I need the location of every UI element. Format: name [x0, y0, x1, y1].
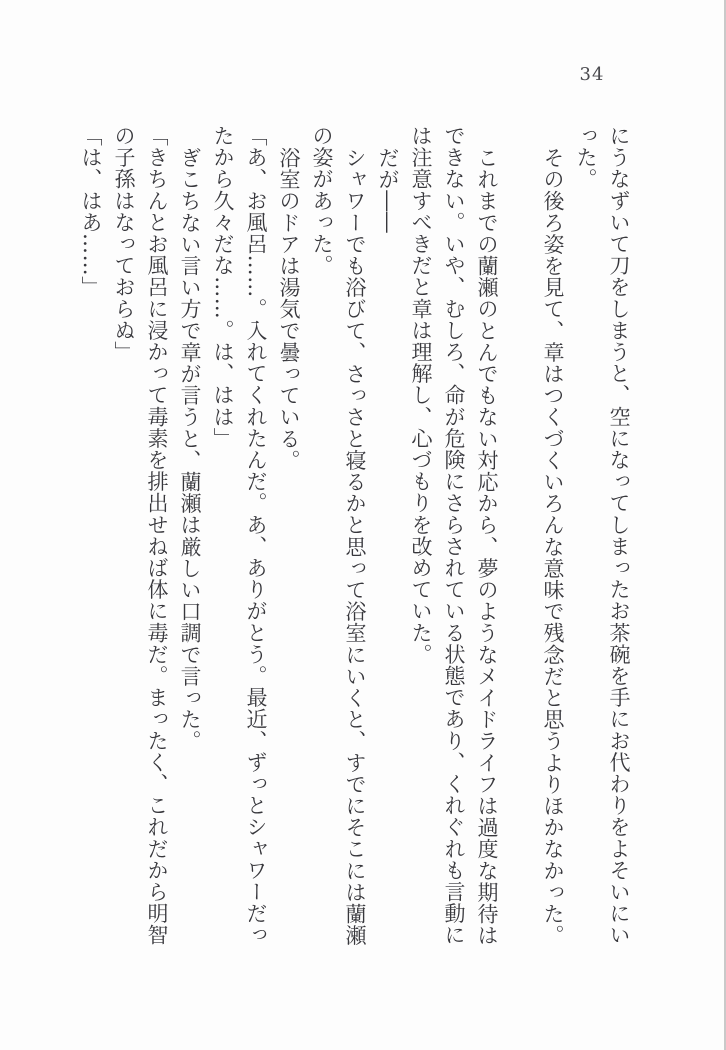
- text-column: たから久々だな……。は、はは」: [211, 125, 235, 449]
- text-column: 浴室のドアは湯気で曇っている。: [277, 147, 301, 471]
- text-column: だが――: [376, 147, 400, 234]
- text-column: の姿があった。: [310, 125, 334, 277]
- text-column: 「は、はあ……」: [79, 125, 103, 298]
- text-column: った。: [574, 125, 598, 190]
- text-column: その後ろ姿を見て、章はつくづくいろんな意味で残念だと思うよりほかなかった。: [541, 147, 565, 947]
- text-column: 「あ、お風呂……。入れてくれたんだ。あ、ありがとう。最近、ずっとシャワーだっ: [244, 125, 268, 946]
- text-column: できない。いや、むしろ、命が危険にさらされている状態であり、くれぐれも言動に: [442, 125, 466, 946]
- text-column: シャワーでも浴びて、さっさと寝るかと思って浴室にいくと、すでにそこには蘭瀬: [343, 147, 367, 947]
- text-column: は注意すべきだと章は理解し、心づもりを改めていた。: [409, 125, 433, 665]
- text-column: これまでの蘭瀬のとんでもない対応から、夢のようなメイドライフは過度な期待は: [475, 147, 499, 947]
- page-number: 34: [579, 64, 605, 85]
- text-column: の子孫はなっておらぬ」: [112, 125, 136, 363]
- text-column: ぎこちない言い方で章が言うと、蘭瀬は厳しい口調で言った。: [178, 147, 202, 752]
- text-column: 「きちんとお風呂に浸かって毒素を排出せねば体に毒だ。まったく、これだから明智: [145, 125, 169, 946]
- empty-column: [503, 125, 536, 949]
- text-columns: [74, 125, 635, 949]
- text-column: にうなずいて刀をしまうと、空になってしまったお茶碗を手にお代わりをよそいにい: [607, 125, 631, 946]
